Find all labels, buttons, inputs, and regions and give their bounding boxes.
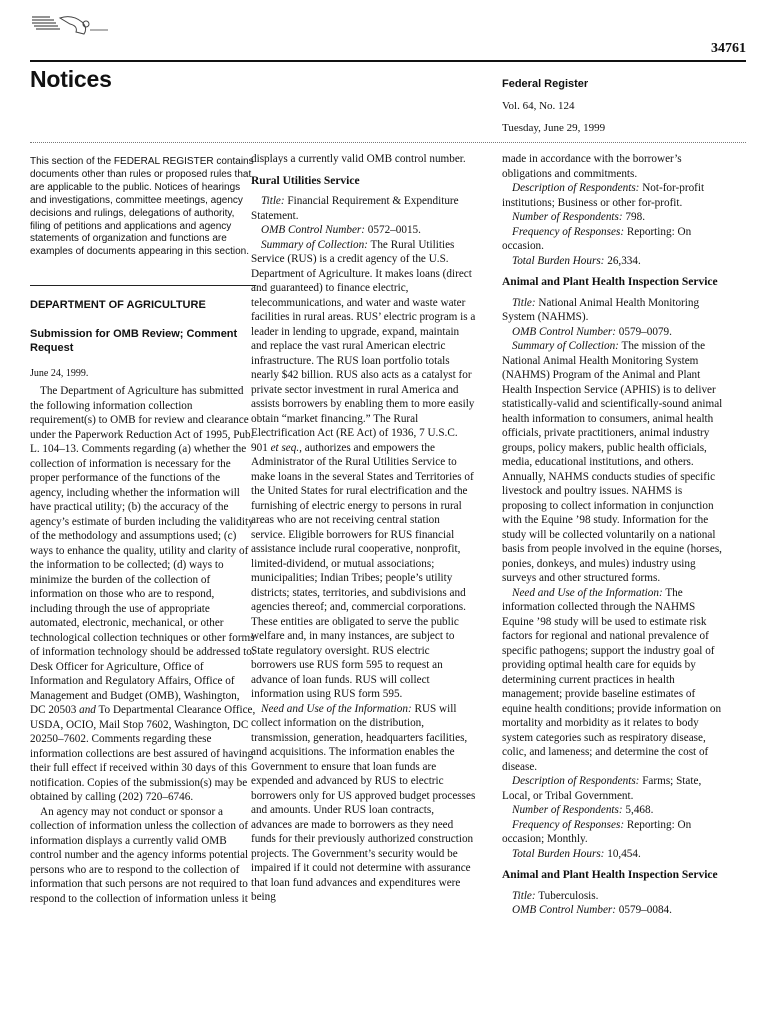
field-respondents [502,774,726,803]
field-omb [502,325,726,340]
field-value: 26,334. [607,254,641,267]
field-label: Title: [512,889,536,902]
paragraph-text: To Departmental Clearance Office, USDA, OCIO, Mail Stop 7602, Washington, DC 20250–7602. Comments regarding these information collections are best assured of having their full effect if received within 30 days of this notification. Copies of the submission(s) may be obtained by calling (202) 720–6746. [30,704,256,804]
subject-heading: Submission for OMB Review; Comment Request [30,327,238,354]
field-burden [502,254,726,269]
field-omb [251,223,477,238]
field-label: Description of Respondents: [512,182,640,194]
field-value: RUS will collect information on the distribution, transmission, generation, headquarters facilities, and acquisitions. The information enables the Government to ensure that loan funds are expended and advanced by RUS to electric borrowers only for US approved budget processes and amounts. Under RUS loan contracts, advances are made to borrowers as they need funds for their previously authorized construction projects. The Government’s security would be impaired if it could not determine with assurance that loan fund advances and expenditures were being [251,702,476,903]
header-dotted-rule [30,142,746,143]
notice-date: June 24, 1999. [30,367,89,379]
field-number [502,210,726,225]
column-separator [30,285,256,286]
volume-number: Vol. 64, No. 124 [502,100,575,112]
field-value: The Rural Utilities Service (RUS) is a credit agency of the U.S. Department of Agriculture. It makes loans (direct and guaranteed) to finance electric, telecommunications, and water and waste water facilities in rural areas. RUS’ electric program is a leader in lending to upgrade, expand, maintain and replace the vast rural American electric infrastructure. The RUS loan portfolio totals nearly $42 billion. RUS also acts as a catalyst for private sector investment in rural America and assists borrowers by enabling them to more easily obtain “market financing.” The Rural Electrification Act (RE Act) of 1936, 7 U.S.C. 901 [251,238,476,454]
field-label: OMB Control Number: [512,325,616,338]
field-value: Farms; State, Local, or Tribal Government. [502,775,702,802]
field-label: Total Burden Hours: [512,254,605,267]
column-2 [251,152,477,905]
paragraph: made in accordance with the borrower’s obligations and commitments. [502,153,682,180]
field-value: 10,454. [607,847,641,860]
field-label: Description of Respondents: [512,775,640,787]
field-label: Title: [261,195,285,207]
field-value: authorizes and empowers the Administrator of the Rural Utilities Service to make loans in the several States and Territories of the United States for rural electrification and the furnishing of electric energy to persons in rural areas who are not receiving central station service. Eligible borrowers for RUS financial assistance include rural cooperative, nonprofit, limited-dividend, or mutual associations; municipalities; Indian Tribes; people’s utility districts; states, territories, and subdivisions and agencies thereof; and, commercial corporations. These entities are obligated to serve the public welfare and, in many instances, are subject to State regulatory oversight. RUS electric borrowers use RUS form 595 to request an advance of loan funds. RUS will collect information using RUS form 595. [251,441,474,700]
field-title [502,296,726,325]
paragraph: An agency may not conduct or sponsor a collection of information unless the collection of information displays a currently valid OMB control number and the agency informs potential persons who are to respond to the collection of information that such persons are not required to respond to the collection of information unless it [30,805,249,905]
agency-heading: Animal and Plant Health Inspection Service [502,869,718,881]
field-respondents [502,181,726,210]
field-label: Frequency of Responses: [512,818,625,831]
field-value: Tuberculosis. [538,889,599,902]
field-frequency [502,225,726,254]
paragraph [30,384,256,805]
field-italic: et seq., [270,441,302,454]
field-value: Reporting: On occasion; Monthly. [502,818,692,845]
field-label: Frequency of Responses: [512,225,625,238]
field-title [251,194,477,223]
field-label: Need and Use of the Information: [512,586,663,599]
field-title [502,889,726,904]
field-value: 798. [625,211,645,223]
publication-date: Tuesday, June 29, 1999 [502,122,606,134]
header-rule [30,60,746,62]
field-need [502,586,726,775]
field-number [502,803,726,818]
field-frequency [502,818,726,847]
field-value: Reporting: On occasion. [502,225,692,252]
field-label: Summary of Collection: [512,340,619,352]
field-value: The mission of the National Animal Health Monitoring System (NAHMS) Program of the Animal and Plant Health Inspection Service (APHIS) is to deliver statistically-valid and scientifically-sound animal health information to consumers, animal health officials, private practitioners, animal industry groups, policy makers, public health officials, media, educational institutions, and others. Annually, NAHMS conducts studies of specific livestock and poultry issues. NAHMS is proposing to collect information in conjunction with the Equine ’98 study. Information for the study will be collected voluntarily on a national basis from people involved in the equine (horses, ponies, donkeys, and mules) industry using surveys and other structured forms. [502,340,723,584]
agency-heading: Rural Utilities Service [251,174,360,187]
field-summary [251,238,477,702]
column-3 [502,152,726,918]
paragraph-italic: and [79,704,96,717]
field-label: Total Burden Hours: [512,847,605,860]
gpo-eagle-logo [30,14,114,36]
column-1 [30,152,256,906]
field-label: OMB Control Number: [261,224,365,236]
field-label: Title: [512,296,536,309]
field-value: 0579–0084. [618,904,672,916]
field-need [251,702,477,905]
publication-info [502,73,605,139]
field-value: The information collected through the NAHMS Equine ’98 study will be used to estimate risk factors for regional and national prevalence of specific pathogens; support the industry goal of providing optimal health care for equids by determining current practices in health management; provide baseline estimates of equine health conditions; provide information on mortality and morbidity as it relates to body system categories such as respiratory disease, colic, and lameness; and determine the cost of disease. [502,586,722,773]
paragraph: displays a currently valid OMB control number. [251,153,466,165]
field-summary [502,339,726,586]
field-label: Need and Use of the Information: [261,702,412,715]
page-number: 34761 [711,41,746,56]
paragraph-text: The Department of Agriculture has submitted the following information collection requirement(s) to OMB for review and clearance under the Paperwork Reduction Act of 1995, Pub. L. 104–13. Comments regarding (a) whether the collection of information is necessary for the proper performance of the functions of the agency, including whether the information will have practical utility; (b) the accuracy of the agency’s estimate of burden including the validity of the methodology and assumptions used; (c) ways to enhance the quality, utility and clarity of the information to be collected; (d) ways to minimize the burden of the collection of information on those who are to respond, including through the use of appropriate automated, electronic, mechanical, or other technological collection techniques or other forms of information technology should be addressed to: Desk Officer for Agriculture, Office of Information and Regulatory Affairs, Office of Management and Budget (OMB), Washington, DC 20503 [30,385,255,717]
field-value: 0572–0015. [367,224,421,236]
field-label: Summary of Collection: [261,238,368,251]
section-intro: This section of the FEDERAL REGISTER contains documents other than rules or proposed rules that are applicable to the public. Notices of hearings and investigations, committee meetings, agency decisions and rulings, delegations of authority, filing of petitions and applications and agency statements of organization and functions are examples of documents appearing in this section. [30,156,254,258]
field-burden [502,847,726,862]
agency-heading: Animal and Plant Health Inspection Service [502,276,718,288]
field-value: 0579–0079. [618,325,672,338]
field-label: OMB Control Number: [512,904,616,916]
field-label: Number of Respondents: [512,804,623,816]
department-heading: DEPARTMENT OF AGRICULTURE [30,299,206,312]
publication-name: Federal Register [502,78,589,90]
field-value: National Animal Health Monitoring System (NAHMS). [502,296,700,323]
field-omb [502,903,726,918]
field-value: Financial Requirement & Expenditure Statement. [251,195,459,222]
field-value: Not-for-profit institutions; Business or other for-profit. [502,182,705,209]
field-value: 5,468. [625,804,654,816]
field-label: Number of Respondents: [512,211,623,223]
section-title: Notices [30,66,112,92]
